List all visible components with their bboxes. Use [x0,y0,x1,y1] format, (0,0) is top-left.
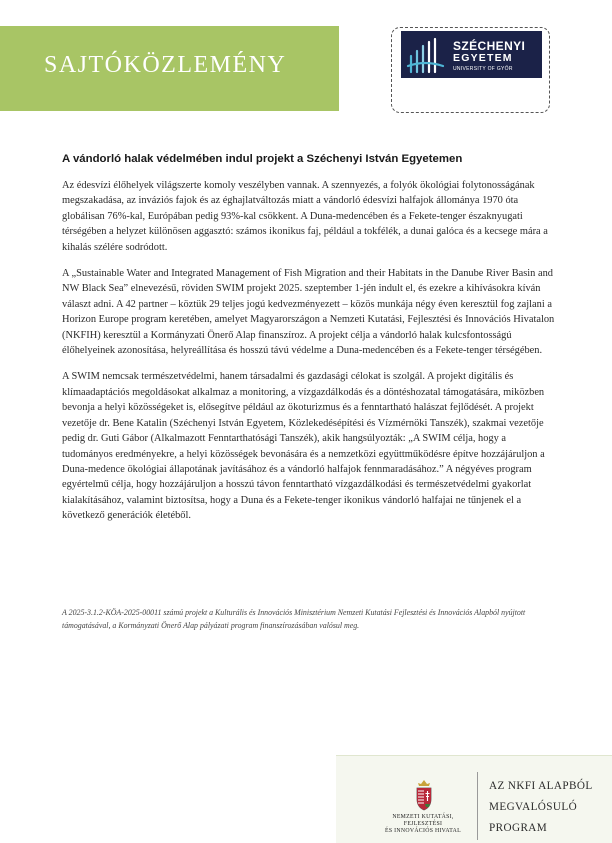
program-line: AZ NKFI ALAPBÓL [489,780,593,792]
logo-name-line1: SZÉCHENYI [453,39,526,53]
university-logo-mark-icon [405,36,447,74]
page-title: SAJTÓKÖZLEMÉNY [44,52,287,78]
article-paragraph: A „Sustainable Water and Integrated Management of Fish Migration and their Habitats in the Danube River Basin and NW Black Sea” elnevezésű, röviden SWIM projekt 2025. szeptember 1-jén indult el, és ezekre a kihívásokra kíván választ adni. A 42 partner – köztük 29 teljes jogú kedvezményezett – közös munkája négy éven keresztül fog zajlani a Horizon Europe program keretében, amelyet Magyarországon a Nemzeti Kutatási, Fejlesztési és Innovációs Hivatalon (NKFIH) keresztül a Kormányzati Önerő Alap finanszíroz. A projekt célja a vándorló halak kulcsfontosságú élőhelyeinek azonosítása, helyreállítása és hosszú távú védelme a Duna-medencében és a Fekete-tenger térségében. [62,268,555,357]
agency-line: ÉS INNOVÁCIÓS HIVATAL [385,828,461,834]
logo-name-line2: EGYETEM [453,52,513,64]
program-label [489,776,607,839]
article-body [62,178,558,535]
nkfih-agency-name [373,814,473,835]
footer-divider [477,772,478,840]
article-paragraph: A SWIM nemcsak természetvédelmi, hanem társadalmi és gazdasági célokat is szolgál. A projekt digitális és klímaadaptációs megoldásokat alkalmaz a monitoring, a vízgazdálkodás és a döntéshozatal támogatására, miközben bevonja a helyi közösségeket is, elősegítve például az ökoturizmus és a fenntartható halászat fejlődését. A projekt vezetője dr. Bene Katalin (Széchenyi István Egyetem, Közlekedésépítési és Vízmérnöki Tanszék), szakmai vezetője pedig dr. Guti Gábor (Alkalmazott Fenntarthatósági Tanszék), akik hangsúlyozták: „A SWIM célja, hogy a tudományos eredményekre, a helyi közösségek bevonására és a nemzetközi együttműködésre építve hozzájáruljon a Duna-medence ökológiai állapotának javításához és a vándorló halfajok fennmaradásához.” A négyéves program egyértelmű célja, hogy hozzájáruljon a hosszú távon fenntartható vízgazdálkodási és természetvédelmi gyakorlat kialakításához, valamint biztosítsa, hogy a Duna és a Fekete-tenger ikonikus vándorló halfajai ne tűnjenek el a következő generációk életéből. [62,371,545,522]
funding-note: A 2025-3.1.2-KÖA-2025-00011 számú projekt a Kulturális és Innovációs Minisztérium Nemzeti Kutatási Fejlesztési és Innovációs Alapból nyújtott támogatásával, a Kormányzati Önerő Alap pályázati program finanszírozásában valósul meg. [62,608,526,630]
program-line: PROGRAM [489,822,548,834]
hungarian-coat-of-arms-icon [413,779,435,811]
agency-line: NEMZETI KUTATÁSI, FEJLESZTÉSI [392,814,454,827]
article-paragraph: Az édesvízi élőhelyek világszerte komoly veszélyben vannak. A szennyezés, a folyók ökológiai folytonosságának megszakadása, az inváziós fajok és az éghajlatváltozás miatt a vándorló édesvízi halfajok állománya 1970 óta globálisan 76%-kal, Európában pedig 93%-kal csökkent. A Duna-medencében és a Fekete-tenger északnyugati térségében a helyzet különösen aggasztó: számos ikonikus faj, például a tokfélék, a dunai galóca és a kecsege mára a kihalás szélére sodródott. [62,180,548,253]
article-headline: A vándorló halak védelmében indul projekt a Széchenyi István Egyetemen [62,153,463,165]
logo-subtitle: UNIVERSITY OF GYŐR [453,66,513,72]
program-line: MEGVALÓSULÓ [489,801,578,813]
